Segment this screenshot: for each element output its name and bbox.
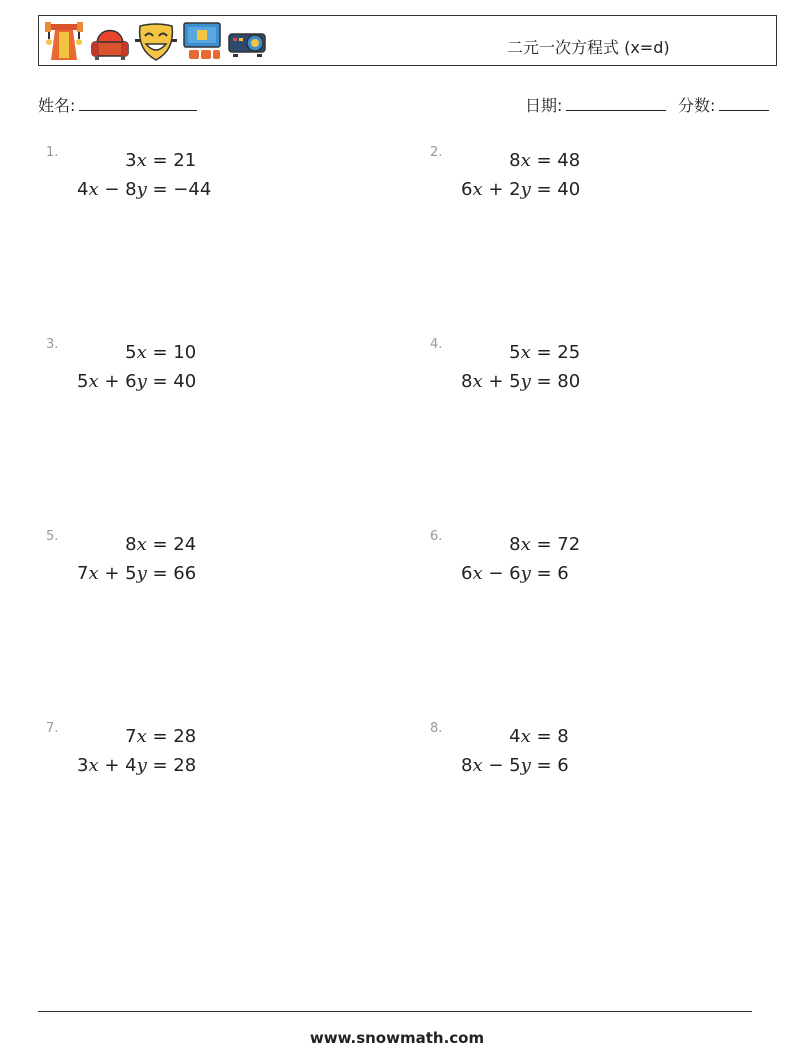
equation-1 [125,726,196,747]
worksheet-header [38,15,777,66]
eq1-coefficient: 3 [125,150,137,171]
eq2-operator: + [482,179,510,200]
eq2-operator: − [482,563,510,584]
eq2-coefficient-a: 8 [461,755,473,776]
eq2-variable-x: x [88,755,99,776]
eq2-coefficient-b: 8 [125,179,137,200]
eq1-coefficient: 8 [509,150,521,171]
eq1-rhs: = 48 [530,150,581,171]
date-blank[interactable] [566,98,666,111]
eq2-variable-x: x [472,563,483,584]
armchair-icon [89,20,131,62]
problem-3 [46,337,386,407]
theater-stage-icon [43,20,85,62]
eq2-coefficient-a: 6 [461,179,473,200]
eq2-variable-x: x [88,371,99,392]
eq2-variable-y: y [520,563,531,584]
score-field [678,93,769,116]
date-field [525,93,666,116]
eq2-rhs: = 40 [530,179,581,200]
equation-2 [461,179,580,200]
eq2-operator: − [98,179,126,200]
problem-1 [46,145,386,215]
equation-1 [125,534,196,555]
comedy-mask-icon [135,20,177,62]
eq2-operator: + [98,755,126,776]
equation-1 [125,150,196,171]
eq2-coefficient-a: 4 [77,179,89,200]
problem-number: 3. [46,337,59,352]
footer-divider [38,1011,752,1012]
eq1-coefficient: 8 [509,534,521,555]
eq1-rhs: = 24 [146,534,197,555]
eq2-rhs: = 6 [530,755,569,776]
eq2-variable-x: x [88,179,99,200]
eq2-coefficient-b: 5 [509,371,521,392]
eq2-rhs: = −44 [146,179,212,200]
eq2-coefficient-b: 4 [125,755,137,776]
eq1-coefficient: 8 [125,534,137,555]
eq1-rhs: = 8 [530,726,569,747]
problem-2 [430,145,770,215]
projector-icon [227,20,269,62]
eq2-operator: + [482,371,510,392]
eq2-coefficient-a: 6 [461,563,473,584]
eq2-rhs: = 40 [146,371,197,392]
eq2-variable-y: y [136,371,147,392]
eq1-coefficient: 5 [509,342,521,363]
footer-url: www.snowmath.com [309,1029,485,1047]
eq1-rhs: = 25 [530,342,581,363]
eq2-variable-x: x [472,371,483,392]
eq2-coefficient-b: 6 [509,563,521,584]
eq2-rhs: = 28 [146,755,197,776]
equation-1 [509,534,580,555]
eq2-coefficient-b: 2 [509,179,521,200]
problem-number: 5. [46,529,59,544]
equation-2 [77,179,211,200]
eq2-variable-x: x [472,179,483,200]
eq2-variable-y: y [136,179,147,200]
eq1-rhs: = 10 [146,342,197,363]
problem-4 [430,337,770,407]
eq1-variable: x [520,342,531,363]
eq2-variable-y: y [520,179,531,200]
eq2-coefficient-a: 3 [77,755,89,776]
problem-number: 7. [46,721,59,736]
eq2-variable-y: y [520,755,531,776]
equation-2 [77,755,196,776]
worksheet-title: 二元一次方程式 (x=d) [507,38,670,57]
score-blank[interactable] [719,98,769,111]
score-label: 分数: [678,96,716,115]
eq2-operator: − [482,755,510,776]
eq1-variable: x [136,342,147,363]
eq2-coefficient-b: 5 [509,755,521,776]
equation-1 [125,342,196,363]
equation-1 [509,150,580,171]
eq2-rhs: = 80 [530,371,581,392]
problem-number: 6. [430,529,443,544]
eq2-variable-y: y [136,755,147,776]
equation-2 [77,563,196,584]
name-label: 姓名: [38,96,76,115]
eq1-rhs: = 72 [530,534,581,555]
eq2-coefficient-a: 7 [77,563,89,584]
eq1-variable: x [520,150,531,171]
movie-screen-icon [181,20,223,62]
problem-5 [46,529,386,599]
problem-number: 1. [46,145,59,160]
eq2-rhs: = 6 [530,563,569,584]
eq1-variable: x [136,726,147,747]
equation-2 [461,371,580,392]
problem-7 [46,721,386,791]
eq2-variable-x: x [472,755,483,776]
eq2-coefficient-a: 5 [77,371,89,392]
eq1-coefficient: 5 [125,342,137,363]
equation-1 [509,726,569,747]
eq2-rhs: = 66 [146,563,197,584]
eq1-rhs: = 21 [146,150,197,171]
eq2-variable-y: y [136,563,147,584]
eq2-operator: + [98,563,126,584]
eq1-variable: x [520,726,531,747]
problem-number: 8. [430,721,443,736]
eq1-coefficient: 4 [509,726,521,747]
eq2-coefficient-b: 6 [125,371,137,392]
eq2-variable-y: y [520,371,531,392]
problem-number: 2. [430,145,443,160]
name-blank[interactable] [79,98,197,111]
eq1-variable: x [520,534,531,555]
date-label: 日期: [525,96,563,115]
eq2-coefficient-b: 5 [125,563,137,584]
equation-2 [77,371,196,392]
eq1-variable: x [136,534,147,555]
eq2-coefficient-a: 8 [461,371,473,392]
eq1-coefficient: 7 [125,726,137,747]
eq1-rhs: = 28 [146,726,197,747]
equation-2 [461,755,569,776]
eq2-operator: + [98,371,126,392]
name-field [38,93,197,116]
header-icons [43,19,269,63]
eq1-variable: x [136,150,147,171]
eq2-variable-x: x [88,563,99,584]
equation-1 [509,342,580,363]
equation-2 [461,563,569,584]
problem-6 [430,529,770,599]
problem-8 [430,721,770,791]
problem-number: 4. [430,337,443,352]
